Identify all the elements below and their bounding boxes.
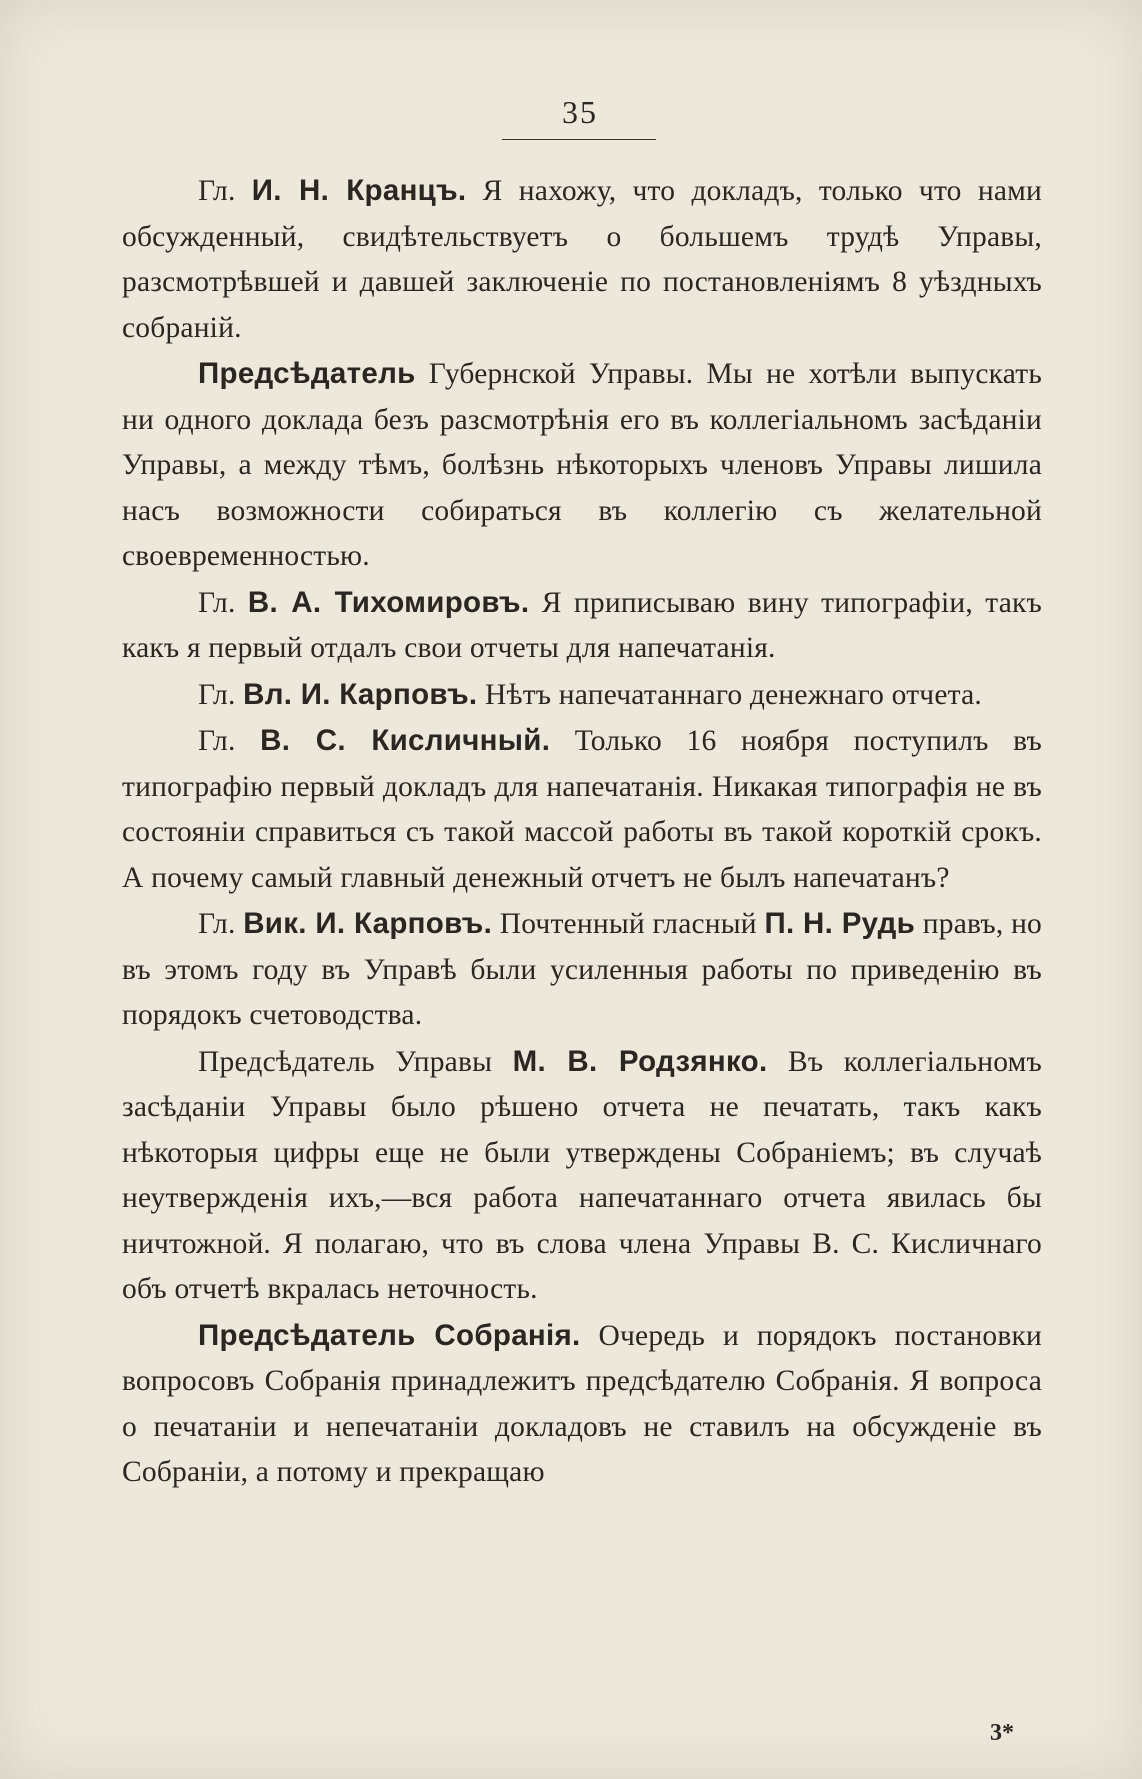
- paragraph: [122, 580, 1042, 672]
- speech-text: Въ коллегіальномъ засѣданіи Управы было рѣшено отчета не печатать, такъ какъ нѣкоторыя цифры еще не были утверждены Собраніемъ; въ случаѣ неутвержденія ихъ,—вся работа напечатаннаго отчета явилась бы ничтожной. Я полагаю, что въ слова члена Управы В. С. Кисличнаго объ отчетѣ вкралась неточность.: [122, 1045, 1042, 1305]
- paragraph: [122, 901, 1042, 1039]
- speaker-prefix: Гл.: [198, 908, 236, 940]
- page-body: [122, 168, 1042, 1496]
- header-rule: [502, 139, 656, 140]
- paragraph: [122, 1039, 1042, 1313]
- speech-text: Я приписываю вину типографіи, такъ какъ я первый отдалъ свои отчеты для напечатанія.: [122, 586, 1043, 664]
- speaker-name: Предсѣдатель Собранія.: [198, 1318, 581, 1352]
- paragraph: [122, 672, 1042, 719]
- speech-text: Очередь и порядокъ постановки вопросовъ Собранія принадлежитъ предсѣдателю Собранія. Я вопроса о печатаніи и непечатаніи докладовъ не ставилъ на обсужденіе въ Собраніи, а потому и прекращаю: [122, 1319, 1042, 1488]
- speaker-name: Вик. И. Карповъ.: [243, 907, 493, 940]
- page-number: 35: [562, 94, 598, 130]
- speaker-name: И. Н. Кранцъ.: [251, 174, 467, 207]
- speaker-name: В. А. Тихомировъ.: [247, 585, 530, 619]
- speaker-prefix: Предсѣдатель Управы: [198, 1045, 493, 1078]
- paragraph: [122, 1313, 1042, 1496]
- speaker-prefix: Гл.: [198, 586, 236, 619]
- speaker-prefix: Гл.: [198, 725, 236, 757]
- speaker-name: В. С. Кисличный.: [260, 724, 551, 757]
- speaker-prefix: Гл.: [198, 678, 236, 711]
- speech-text: Почтенный гласный: [499, 908, 757, 940]
- speech-text: Только 16 ноября поступилъ въ типографію первый докладъ для напечатанія. Никакая типографія не въ состояніи справиться съ такой массой работы въ такой короткій срокъ. А почему самый главный денежный отчетъ не былъ напечатанъ?: [122, 725, 1042, 894]
- speaker-name: Вл. И. Карповъ.: [243, 677, 478, 711]
- speech-text: правъ, но въ этомъ году въ Управѣ были усиленныя работы по приведенію въ порядокъ счетоводства.: [122, 908, 1043, 1031]
- speaker-name: М. В. Родзянко.: [512, 1044, 768, 1078]
- speaker-prefix: Гл.: [198, 175, 236, 207]
- paragraph: [122, 351, 1042, 580]
- speaker-name-inline: П. Н. Рудь: [764, 907, 916, 940]
- paragraph: [122, 168, 1042, 351]
- speech-text: Губернской Управы. Мы не хотѣли выпускать ни одного доклада безъ разсмотрѣнія его въ коллегіальномъ засѣданіи Управы, а между тѣмъ, болѣзнь нѣкоторыхъ членовъ Управы лишила насъ возможности собираться въ коллегію съ желательной своевременностью.: [122, 358, 1042, 572]
- speaker-name: Предсѣдатель: [198, 357, 416, 390]
- speech-text: Я нахожу, что докладъ, только что нами обсужденный, свидѣтельствуетъ о большемъ трудѣ Управы, разсмотрѣвшей и давшей заключеніе по постановленіямъ 8 уѣздныхъ собраній.: [122, 175, 1042, 344]
- paragraph: [122, 718, 1042, 901]
- speech-text: Нѣтъ напечатаннаго денежнаго отчета.: [484, 678, 982, 711]
- printer-signature-mark: 3*: [990, 1720, 1014, 1746]
